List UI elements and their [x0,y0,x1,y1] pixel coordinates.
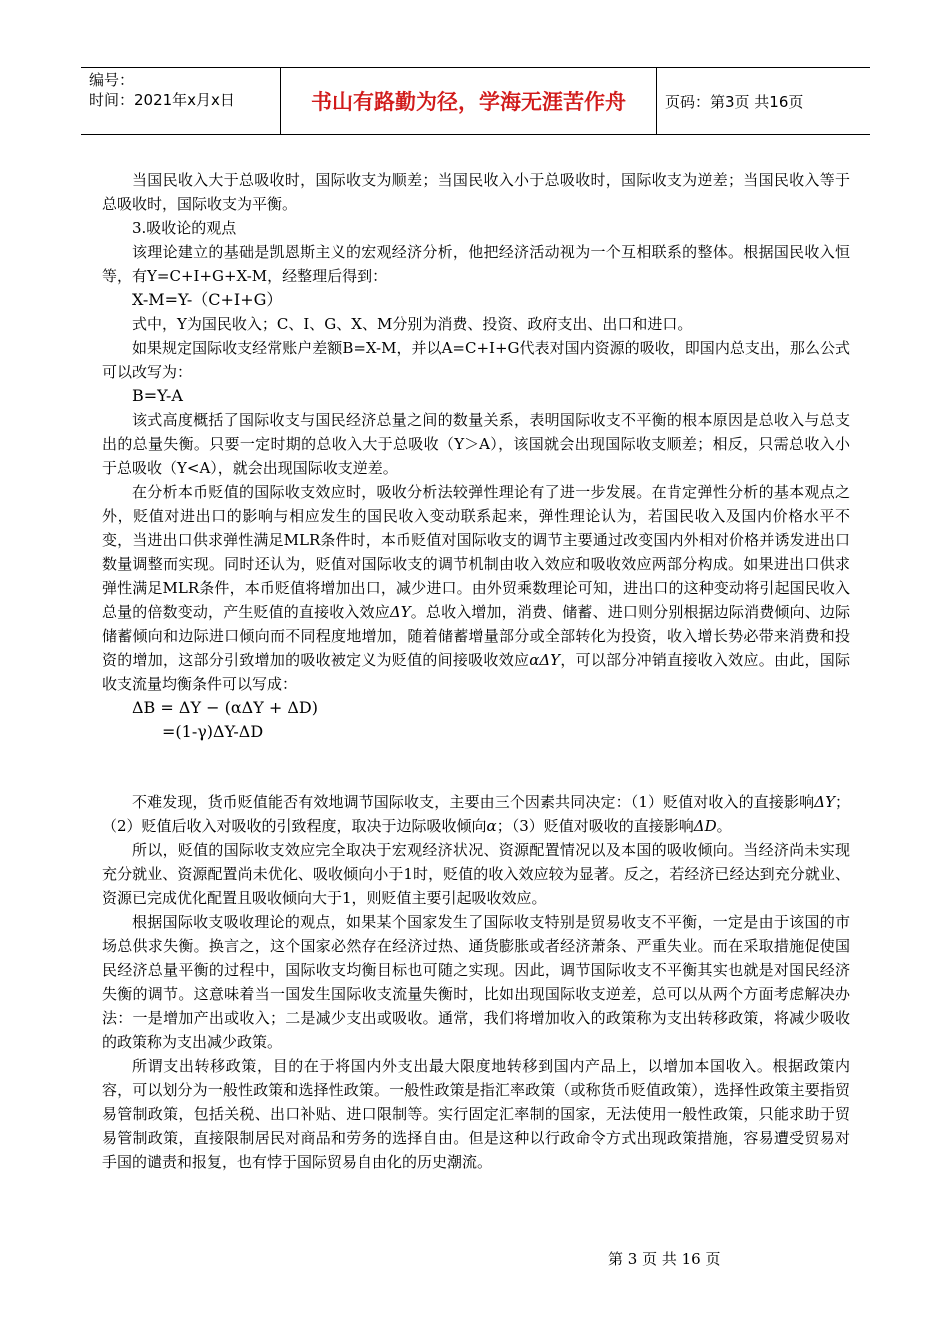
paragraph: 当国民收入大于总吸收时，国际收支为顺差；当国民收入小于总吸收时，国际收支为逆差；当国民收入等于总吸收时，国际收支为平衡。 [102,171,850,213]
math-symbol: α [486,817,497,835]
header-motto: 书山有路勤为径，学海无涯苦作舟 [281,68,657,134]
formula: X-M=Y-（C+I+G） [132,290,283,309]
text: ；（3）贬值对吸收的直接影响 [496,817,694,835]
page-footer: 第 3 页 共 16 页 [608,1250,721,1268]
math-symbol: ΔY [814,793,835,811]
paragraph: 所以，贬值的国际收支效应完全取决于宏观经济状况、资源配置情况以及本国的吸收倾向。当经济尚未实现充分就业、资源配置尚未优化、吸收倾向小于1时，贬值的收入效应较为显著。反之，若经济已经达到充分就业、资源已完成优化配置且吸收倾向大于1，则贬值主要引起吸收效应。 [102,841,850,907]
paragraph [102,480,850,696]
paragraph: 根据国际收支吸收理论的观点，如果某个国家发生了国际收支特别是贸易收支不平衡，一定是由于该国的市场总供求失衡。换言之，这个国家必然存在经济过热、通货膨胀或者经济萧条、严重失业。而在采取措施促使国民经济总量平衡的过程中，国际收支均衡目标也可随之实现。因此，调节国际收支不平衡其实也就是对国民经济失衡的调节。这意味着当一国发生国际收支流量失衡时，比如出现国际收支逆差，总可以从两个方面考虑解决办法：一是增加产出或收入；二是减少支出或吸收。通常，我们将增加收入的政策称为支出转移政策，将减少吸收的政策称为支出减少政策。 [102,913,850,1051]
header-page-info: 页码：第3页 共16页 [665,92,804,111]
formula: =(1-γ)ΔY-ΔD [162,722,264,741]
paragraph: 如果规定国际收支经常账户差额B=X-M，并以A=C+I+G代表对国内资源的吸收，即国内总支出，那么公式可以改写为： [102,339,850,381]
time-label: 时间：2021年x月x日 [89,91,235,109]
math-symbol: αΔY [529,651,561,669]
text: ；（2）贬值后收入对吸收的引致程度，取决于边际吸收倾向 [102,793,850,835]
section-heading: 3.吸收论的观点 [132,219,237,237]
paragraph: 该理论建立的基础是凯恩斯主义的宏观经济分析，他把经济活动视为一个互相联系的整体。根据国民收入恒等，有Y=C+I+G+X-M，经整理后得到： [102,243,850,285]
text: 。总收入增加，消费、储蓄、进口则分别根据边际消费倾向、边际储蓄倾向和边际进口倾向而不同程度地增加，随着储蓄增量部分或全部转化为投资，收入增长势必带来消费和投资的增加，这部分引致增加的吸收被定义为贬值的间接吸收效应 [102,603,850,669]
formula: B=Y-A [132,386,183,405]
math-symbol: ΔD [693,817,717,835]
text: 不难发现，货币贬值能否有效地调节国际收支，主要由三个因素共同决定：（1）贬值对收入的直接影响 [132,793,815,811]
text: 。 [716,817,732,835]
number-label: 编号： [89,71,135,89]
paragraph: 式中，Y为国民收入；C、I、G、X、M分别为消费、投资、政府支出、出口和进口。 [132,315,693,333]
document-body [102,168,850,1174]
header-meta [81,68,281,134]
math-symbol: ΔY [389,603,411,621]
text: 在分析本币贬值的国际收支效应时，吸收分析法较弹性理论有了进一步发展。在肯定弹性分析的基本观点之外，贬值对进出口的影响与相应发生的国民收入变动联系起来，弹性理论认为，若国民收入及国内价格水平不变，当进出口供求弹性满足MLR条件时，本币贬值对国际收支的调节主要通过改变国内外相对价格并诱发进出口数量调整而实现。同时还认为，贬值对国际收支的调节机制由收入效应和吸收效应两部分构成。如果进出口供求弹性满足MLR条件，本币贬值将增加出口，减少进口。由外贸乘数理论可知，进出口的这种变动将引起国民收入总量的倍数变动，产生贬值的直接收入效应 [102,483,850,621]
page-header [81,67,870,135]
paragraph: 所谓支出转移政策，目的在于将国内外支出最大限度地转移到国内产品上，以增加本国收入。根据政策内容，可以划分为一般性政策和选择性政策。一般性政策是指汇率政策（或称货币贬值政策），选择性政策主要指贸易管制政策，包括关税、出口补贴、进口限制等。实行固定汇率制的国家，无法使用一般性政策，只能求助于贸易管制政策，直接限制居民对商品和劳务的选择自由。但是这种以行政命令方式出现政策措施，容易遭受贸易对手国的谴责和报复，也有悖于国际贸易自由化的历史潮流。 [102,1057,850,1171]
formula: ΔB = ΔY − (αΔY + ΔD) [132,698,318,717]
paragraph [102,790,850,838]
text: ，可以部分冲销直接收入效应。由此，国际收支流量均衡条件可以写成： [102,651,850,693]
paragraph: 该式高度概括了国际收支与国民经济总量之间的数量关系，表明国际收支不平衡的根本原因是总收入与总支出的总量失衡。只要一定时期的总收入大于总吸收（Y＞A），该国就会出现国际收支顺差；相反，只需总收入小于总吸收（Y<A），就会出现国际收支逆差。 [102,411,850,477]
